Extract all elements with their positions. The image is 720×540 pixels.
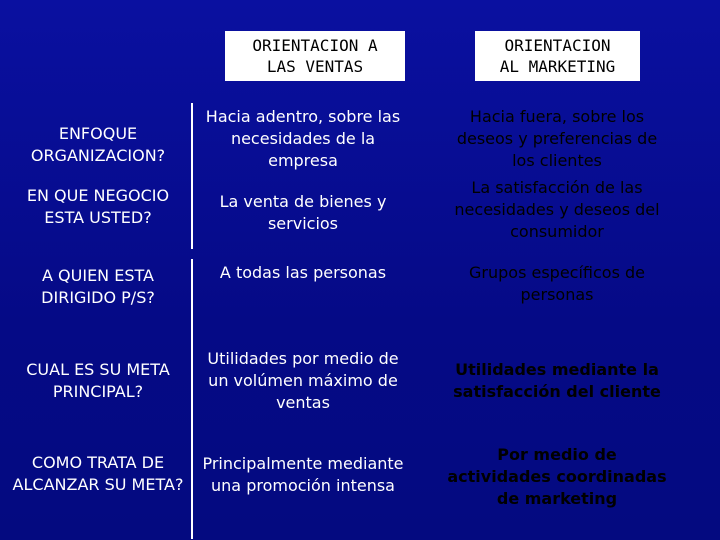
row-marketing-goal: Utilidades mediante la satisfacción del cliente	[453, 360, 661, 401]
row-question-focus: ENFOQUE ORGANIZACION?	[30, 124, 166, 165]
column-divider-bottom	[191, 259, 193, 539]
row-marketing-focus: Hacia fuera, sobre los deseos y preferencias de los clientes	[456, 107, 658, 170]
row-sales-focus: Hacia adentro, sobre las necesidades de la empresa	[205, 107, 401, 170]
header-sales-orientation: ORIENTACION A LAS VENTAS	[225, 31, 405, 81]
header-marketing-orientation: ORIENTACION AL MARKETING	[475, 31, 640, 81]
row-sales-business: La venta de bienes y servicios	[219, 192, 387, 233]
row-question-business: EN QUE NEGOCIO ESTA USTED?	[26, 186, 170, 227]
row-question-method: COMO TRATA DE ALCANZAR SU META?	[12, 453, 184, 494]
row-marketing-method: Por medio de actividades coordinadas de marketing	[447, 445, 667, 508]
column-divider-top	[191, 103, 193, 249]
row-sales-method: Principalmente mediante una promoción intensa	[202, 454, 404, 495]
row-marketing-business: La satisfacción de las necesidades y deseos del consumidor	[454, 178, 660, 241]
row-marketing-target: Grupos específicos de personas	[469, 263, 645, 304]
row-sales-target: A todas las personas	[219, 263, 387, 282]
row-question-goal: CUAL ES SU META PRINCIPAL?	[26, 360, 170, 401]
row-sales-goal: Utilidades por medio de un volúmen máximo de ventas	[207, 349, 399, 412]
row-question-target: A QUIEN ESTA DIRIGIDO P/S?	[41, 266, 155, 307]
